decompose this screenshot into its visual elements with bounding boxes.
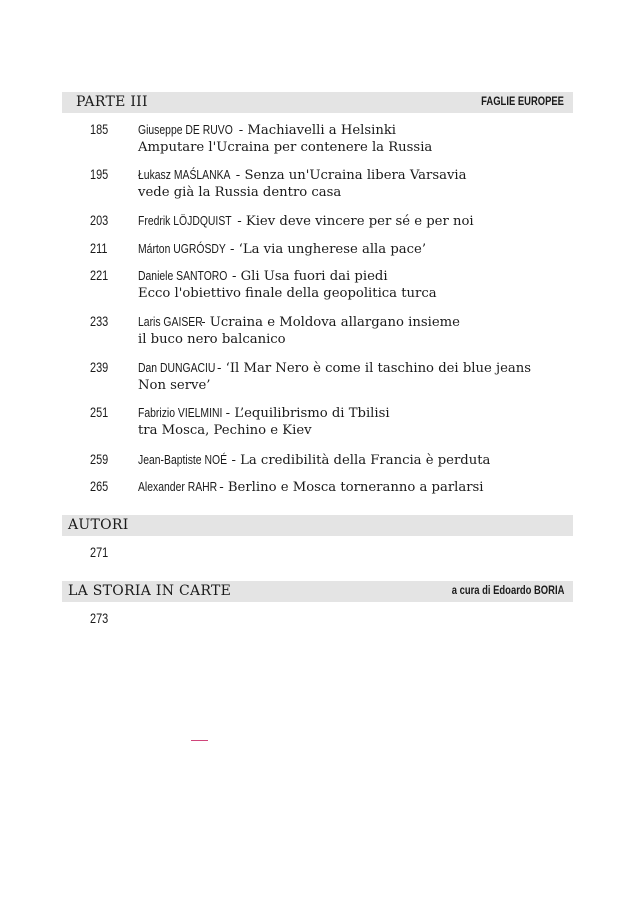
entry-author: Alexander RAHR — [138, 479, 218, 494]
entry-title: - ‘La via ungherese alla pace’ — [225, 242, 427, 257]
entry-title: - Senza un'Ucraina libera Varsavia — [231, 168, 467, 183]
entry-author: Márton UGRÓSDY — [138, 241, 226, 256]
entry-author: Fredrik LÖJDQUIST — [138, 213, 232, 228]
entry-title: - Machiavelli a Helsinki — [234, 123, 397, 138]
entry-author: Łukasz MAŚLANKA — [138, 167, 231, 182]
autori-header — [62, 515, 573, 536]
storia-header — [62, 581, 573, 602]
parte-iii-header — [62, 92, 573, 113]
entry-author: Jean-Baptiste NOÉ — [138, 452, 228, 467]
entry-title: - Gli Usa fuori dai piedi — [227, 269, 388, 284]
entry-title: - Kiev deve vincere per sé e per noi — [233, 214, 474, 229]
page-number: 203 — [90, 212, 109, 228]
page-number: 195 — [90, 166, 109, 182]
entry-author: Laris GAISER — [138, 314, 203, 329]
page-number: 233 — [90, 313, 109, 329]
page-number: 221 — [90, 267, 109, 283]
decorative-mark — [191, 740, 208, 741]
entry-title: - L’equilibrismo di Tbilisi — [221, 406, 390, 421]
entry-title-line2: il buco nero balcanico — [138, 332, 286, 347]
entry-title-line2: tra Mosca, Pechino e Kiev — [138, 423, 312, 438]
page-number: 251 — [90, 404, 109, 420]
page-number: 265 — [90, 478, 109, 494]
page-number: 239 — [90, 359, 109, 375]
entry-author: Fabrizio VIELMINI — [138, 405, 223, 420]
entry-title: - La credibilità della Francia è perduta — [227, 453, 491, 468]
entry-title-line2: Amputare l'Ucraina per contenere la Russia — [138, 140, 433, 155]
entry-author: Dan DUNGACIU — [138, 360, 216, 375]
section-title: FAGLIE EUROPEE — [481, 96, 564, 108]
entry-title: - ‘Il Mar Nero è come il taschino dei blue jeans — [212, 361, 532, 376]
entry-title: - Ucraina e Moldova allargano insieme — [196, 315, 460, 330]
entry-title: - Berlino e Mosca torneranno a parlarsi — [215, 480, 484, 495]
page-number: 185 — [90, 121, 109, 137]
entry-title-line2: Ecco l'obiettivo finale della geopolitica turca — [138, 286, 437, 301]
entry-title-line2: vede già la Russia dentro casa — [138, 185, 342, 200]
page-number: 211 — [90, 240, 108, 256]
page-number: 273 — [90, 610, 109, 626]
page-number: 259 — [90, 451, 109, 467]
entry-author: Giuseppe DE RUVO — [138, 122, 233, 137]
entry-title-line2: Non serve’ — [138, 378, 211, 393]
autori-heading: AUTORI — [68, 517, 129, 533]
storia-heading: LA STORIA IN CARTE — [68, 583, 232, 599]
entry-author: Daniele SANTORO — [138, 268, 228, 283]
page-number: 271 — [90, 544, 109, 560]
storia-credit: a cura di Edoardo BORIA — [451, 585, 564, 597]
parte-heading: PARTE III — [76, 94, 148, 110]
